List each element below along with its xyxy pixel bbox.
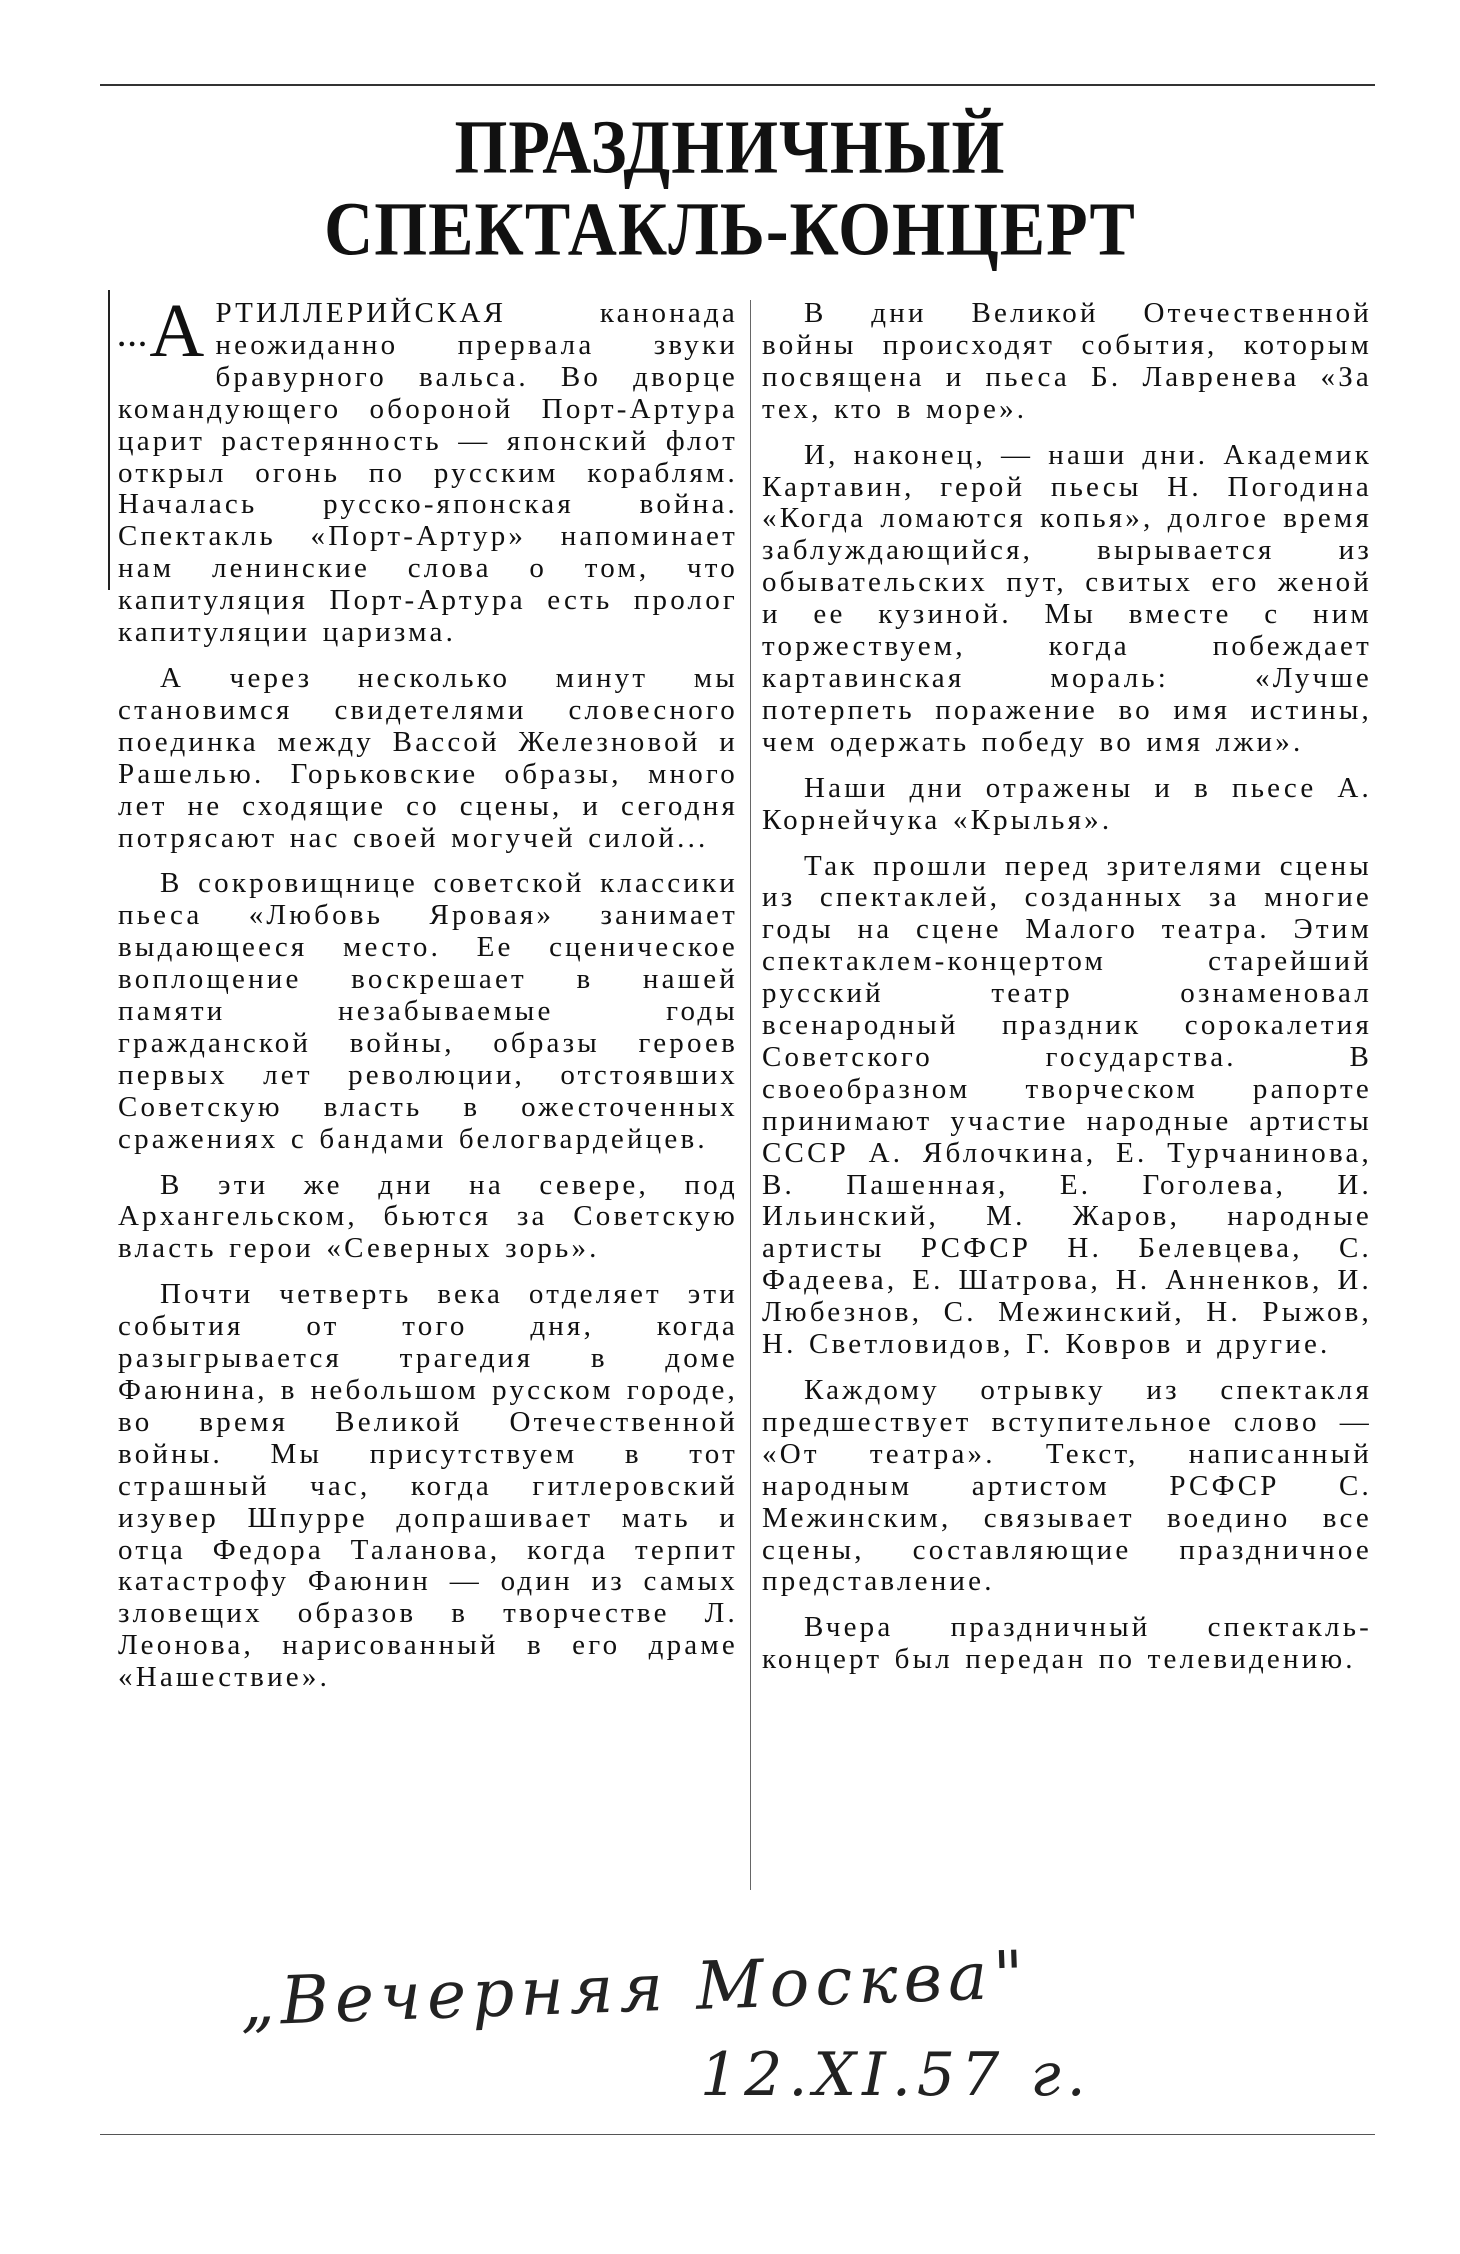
right-column	[762, 298, 1372, 1690]
paragraph: В дни Великой Отечественной войны происходят события, которым посвящена и пьеса Б. Лавренева «За тех, кто в море».	[762, 297, 1372, 425]
headline-line-1: ПРАЗДНИЧНЫЙ	[454, 104, 1006, 190]
paragraph: Вчера праздничный спектакль-концерт был передан по телевидению.	[762, 1611, 1372, 1676]
column-separator	[750, 300, 751, 1890]
paragraph: Почти четверть века отделяет эти события от того дня, когда разыгрывается трагедия в доме Фаюнина, в небольшом русском городе, во время Великой Отечественной войны. Мы присутствуем в тот страшный час, когда гитлеровский изувер Шпурре допрашивает мать и отца Федора Таланова, когда терпит катастрофу Фаюнин — один из самых зловещих образов в творчестве Л. Леонова, нарисованный в его драме «Нашествие».	[118, 1278, 738, 1694]
bottom-rule	[100, 2134, 1375, 2135]
paragraph: Так прошли перед зрителями сцены из спектаклей, созданных за многие годы на сцене Малого театра. Этим спектаклем-концертом старейший русский театр ознаменовал всенародный праздник сорокалетия Советского государства. В своеобразном творческом рапорте принимают участие народные артисты СССР А. Яблочкина, Е. Турчанинова, В. Пашенная, Е. Гоголева, И. Ильинский, М. Жаров, народные артисты РСФСР Н. Белевцева, С. Фадеева, Е. Шатрова, Н. Анненков, И. Любезнов, С. Межинский, Н. Рыжов, Н. Светловидов, Г. Ковров и другие.	[762, 849, 1372, 1361]
left-column	[118, 289, 738, 1708]
handwritten-source: „Вечерняя Москва"	[238, 1936, 1031, 2041]
lead-ellipsis: ...	[118, 321, 150, 353]
paragraph: А через несколько минут мы становимся свидетелями словесного поединка между Вассой Железновой и Рашелью. Горьковские образы, много лет не сходящие со сцены, и сегодня потрясают нас своей могучей силой...	[118, 661, 738, 854]
headline-line-2: СПЕКТАКЛЬ-КОНЦЕРТ	[324, 186, 1136, 272]
paragraph: Каждому отрывку из спектакля предшествует вступительное слово — «От театра». Текст, написанный народным артистом РСФСР С. Межинским, связывает воедино все сцены, составляющие праздничное представление.	[762, 1374, 1372, 1598]
paragraph: Наши дни отражены и в пьесе А. Корнейчука «Крылья».	[762, 771, 1372, 836]
paragraph: И, наконец, — наши дни. Академик Картавин, герой пьесы Н. Погодина «Когда ломаются копья», долгое время заблуждающийся, вырывается из обывательских пут, свитых его женой и ее кузиной. Мы вместе с ним торжествуем, когда побеждает картавинская мораль: «Лучше потерпеть поражение во имя истины, чем одержать победу во имя лжи».	[762, 438, 1372, 758]
top-rule	[100, 84, 1375, 86]
paragraph: В эти же дни на севере, под Архангельском, бьются за Советскую власть герои «Северных зорь».	[118, 1168, 738, 1265]
paragraph: В сокровищнице советской классики пьеса «Любовь Яровая» занимает выдающееся место. Ее сценическое воплощение воскрешает в нашей памяти незабываемые годы гражданской войны, образы героев первых лет революции, отстоявших Советскую власть в ожесточенных сражениях с бандами белогвардейцев.	[118, 867, 738, 1155]
handwritten-date: 12.XI.57 г.	[700, 2040, 1092, 2110]
paragraph: ... А РТИЛЛЕРИЙСКАЯ канонада неожиданно прервала звуки бравурного вальса. Во дворце командующего обороной Порт-Артура царит растерянность — японский флот открыл огонь по русским кораблям. Началась русско-японская война. Спектакль «Порт-Артур» напоминает нам ленинские слова о том, что капитуляция Порт-Артура есть пролог капитуляции царизма.	[118, 289, 738, 649]
drop-cap: А	[149, 289, 208, 373]
left-margin-rule	[108, 290, 110, 590]
